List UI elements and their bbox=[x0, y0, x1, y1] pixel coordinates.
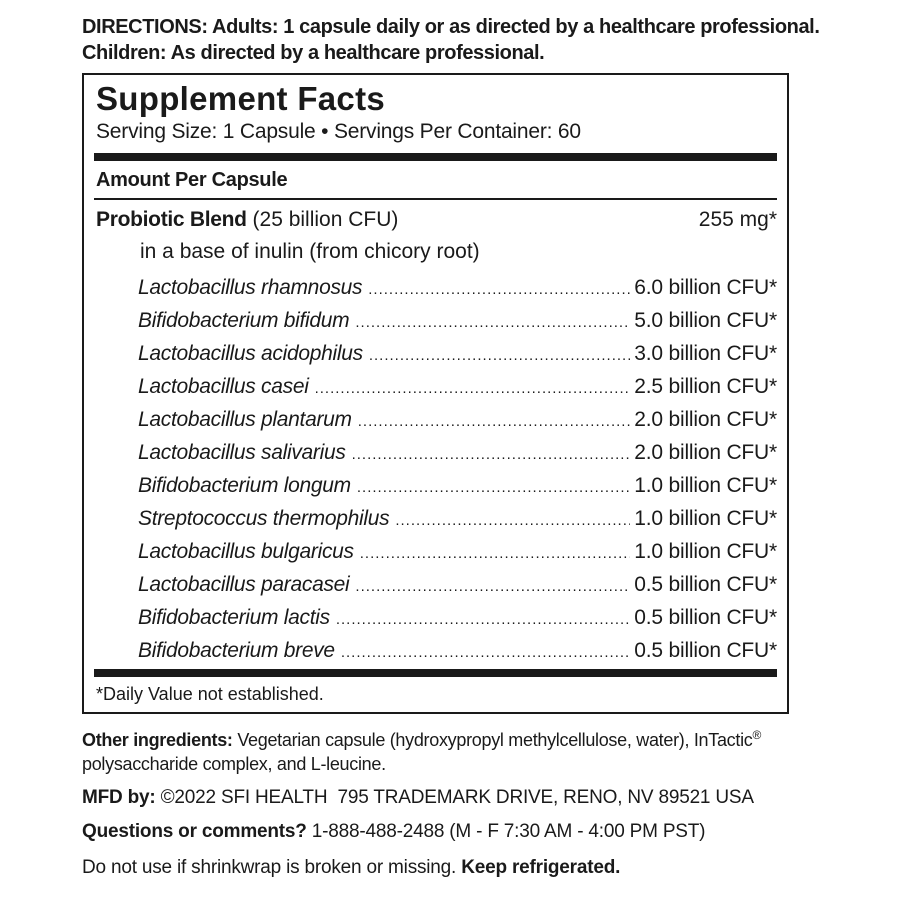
ingredient-name: Lactobacillus salivarius bbox=[138, 441, 346, 464]
directions-label: DIRECTIONS: bbox=[82, 16, 208, 38]
ingredient-list bbox=[138, 271, 777, 667]
dot-leader bbox=[341, 636, 630, 667]
ingredient-value: 2.0 billion CFU* bbox=[634, 408, 777, 431]
ingredient-value: 6.0 billion CFU* bbox=[634, 276, 777, 299]
directions-text bbox=[82, 14, 842, 66]
ingredient-name: Lactobacillus paracasei bbox=[138, 573, 350, 596]
manufacturer-info bbox=[82, 786, 754, 810]
warning-emphasis: Keep refrigerated. bbox=[461, 857, 621, 878]
questions-label: Questions or comments? bbox=[82, 821, 307, 842]
divider-thick-bottom bbox=[94, 669, 777, 677]
ingredient-value: 1.0 billion CFU* bbox=[634, 507, 777, 530]
other-ingredients-text-2: polysaccharide complex, and L-leucine. bbox=[82, 754, 386, 774]
ingredient-row bbox=[138, 337, 777, 370]
registered-mark: ® bbox=[752, 728, 762, 742]
amount-per-capsule-header: Amount Per Capsule bbox=[96, 169, 288, 191]
dot-leader bbox=[358, 405, 631, 436]
ingredient-row bbox=[138, 271, 777, 304]
dot-leader bbox=[355, 306, 630, 337]
divider-thick-top bbox=[94, 153, 777, 161]
ingredient-row bbox=[138, 469, 777, 502]
probiotic-blend-row bbox=[96, 206, 777, 234]
storage-warning bbox=[82, 856, 620, 880]
ingredient-name: Bifidobacterium lactis bbox=[138, 606, 330, 629]
other-ingredients-text-1: Vegetarian capsule (hydroxypropyl methylcellulose, water), InTactic bbox=[232, 730, 753, 750]
supplement-facts-panel bbox=[82, 73, 789, 714]
blend-base: in a base of inulin (from chicory root) bbox=[140, 240, 480, 263]
ingredient-name: Bifidobacterium breve bbox=[138, 639, 335, 662]
dot-leader bbox=[360, 537, 631, 568]
dot-leader bbox=[368, 273, 630, 304]
blend-detail: (25 billion CFU) bbox=[246, 208, 399, 231]
ingredient-row bbox=[138, 403, 777, 436]
blend-amount: 255 mg* bbox=[698, 208, 777, 231]
ingredient-name: Lactobacillus acidophilus bbox=[138, 342, 363, 365]
ingredient-row bbox=[138, 601, 777, 634]
ingredient-name: Streptococcus thermophilus bbox=[138, 507, 390, 530]
ingredient-row bbox=[138, 634, 777, 667]
ingredient-row bbox=[138, 535, 777, 568]
daily-value-footnote: *Daily Value not established. bbox=[96, 684, 324, 704]
blend-name: Probiotic Blend bbox=[96, 208, 247, 231]
ingredient-value: 0.5 billion CFU* bbox=[634, 639, 777, 662]
ingredient-name: Bifidobacterium bifidum bbox=[138, 309, 350, 332]
directions-body: Adults: 1 capsule daily or as directed by a healthcare professional. Children: As directed by a healthcare professional. bbox=[82, 16, 820, 64]
ingredient-name: Lactobacillus casei bbox=[138, 375, 309, 398]
dot-leader bbox=[352, 438, 631, 469]
ingredient-name: Lactobacillus bulgaricus bbox=[138, 540, 354, 563]
ingredient-value: 1.0 billion CFU* bbox=[634, 540, 777, 563]
ingredient-name: Lactobacillus plantarum bbox=[138, 408, 352, 431]
other-ingredients-label: Other ingredients: bbox=[82, 730, 233, 750]
dot-leader bbox=[369, 339, 630, 370]
mfd-text: ©2022 SFI HEALTH 795 TRADEMARK DRIVE, RENO, NV 89521 USA bbox=[155, 787, 754, 808]
dot-leader bbox=[355, 570, 630, 601]
ingredient-row bbox=[138, 502, 777, 535]
ingredient-value: 5.0 billion CFU* bbox=[634, 309, 777, 332]
ingredient-value: 3.0 billion CFU* bbox=[634, 342, 777, 365]
ingredient-row bbox=[138, 568, 777, 601]
ingredient-name: Bifidobacterium longum bbox=[138, 474, 351, 497]
questions-text: 1-888-488-2488 (M - F 7:30 AM - 4:00 PM PST) bbox=[306, 821, 706, 842]
panel-title: Supplement Facts bbox=[96, 80, 386, 117]
ingredient-row bbox=[138, 436, 777, 469]
ingredient-name: Lactobacillus rhamnosus bbox=[138, 276, 363, 299]
divider-thin bbox=[94, 198, 777, 200]
ingredient-value: 0.5 billion CFU* bbox=[634, 573, 777, 596]
ingredient-value: 2.0 billion CFU* bbox=[634, 441, 777, 464]
ingredient-value: 0.5 billion CFU* bbox=[634, 606, 777, 629]
contact-info bbox=[82, 820, 705, 844]
mfd-label: MFD by: bbox=[82, 787, 156, 808]
serving-info: Serving Size: 1 Capsule • Servings Per Container: 60 bbox=[96, 120, 581, 143]
dot-leader bbox=[336, 603, 630, 634]
ingredient-row bbox=[138, 304, 777, 337]
dot-leader bbox=[395, 504, 630, 535]
dot-leader bbox=[315, 372, 631, 403]
ingredient-value: 1.0 billion CFU* bbox=[634, 474, 777, 497]
warning-text: Do not use if shrinkwrap is broken or missing. bbox=[82, 857, 462, 878]
dot-leader bbox=[357, 471, 630, 502]
other-ingredients bbox=[82, 728, 862, 776]
ingredient-row bbox=[138, 370, 777, 403]
ingredient-value: 2.5 billion CFU* bbox=[634, 375, 777, 398]
